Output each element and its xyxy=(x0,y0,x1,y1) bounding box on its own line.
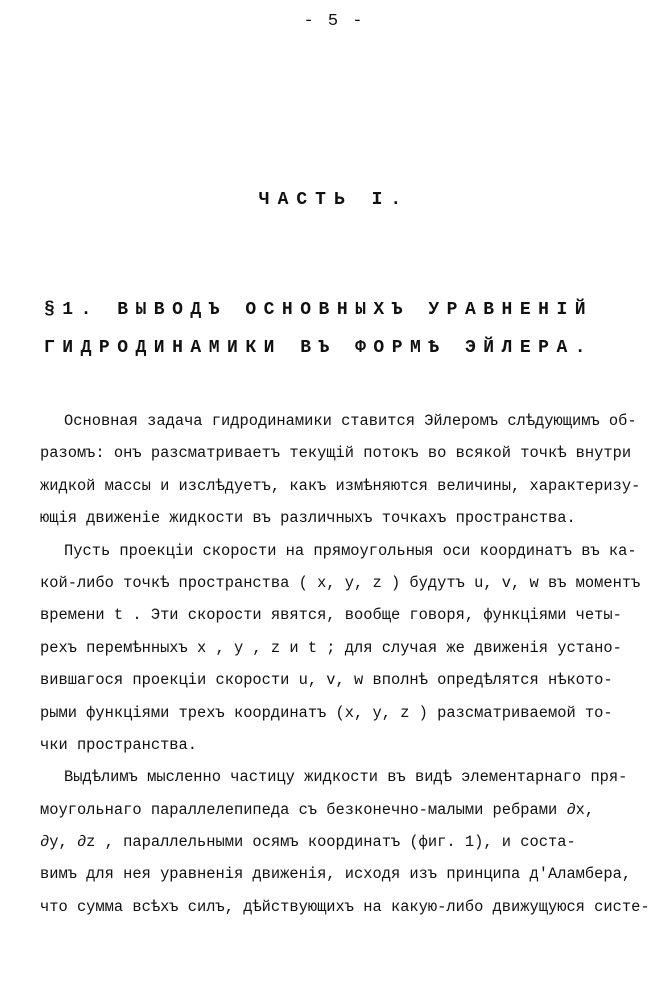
section-title-line-2: ГИДРОДИНАМИКИ ВЪ ФОРМѢ ЭЙЛЕРА. xyxy=(44,338,594,358)
page-number: - 5 - xyxy=(303,12,365,31)
paragraph-2-line-2: кой-либо точкѣ пространства ( x, y, z ) будутъ u, v, w въ моментъ xyxy=(40,573,641,592)
paragraph-2-line-5: вившагося проекціи скорости u, v, w вполнѣ опредѣлятся нѣкото- xyxy=(40,671,613,690)
paragraph-1-line-1: Основная задача гидродинамики ставится Эйлеромъ слѣдующимъ об- xyxy=(64,412,637,430)
paragraph-1-line-4: ющія движеніе жидкости въ различныхъ точкахъ пространства. xyxy=(40,509,576,528)
paragraph-3-line-5: что сумма всѣхъ силъ, дѣйствующихъ на какую-либо движущуюся систе- xyxy=(40,897,650,916)
paragraph-3-line-2: моугольнаго параллелепипеда съ безконечно-малыми ребрами ∂x, xyxy=(40,800,595,819)
section-title-line-1: §1. ВЫВОДЪ ОСНОВНЫХЪ УРАВНЕНІЙ xyxy=(44,300,594,320)
paragraph-1-line-3: жидкой массы и изслѣдуетъ, какъ измѣняются величины, характеризу- xyxy=(40,476,641,495)
body-text xyxy=(40,405,660,923)
paragraph-3-line-1: Выдѣлимъ мысленно частицу жидкости въ видѣ элементарнаго пря- xyxy=(64,768,628,787)
paragraph-2-line-4: рехъ перемѣнныхъ x , y , z и t ; для случая же движенія устано- xyxy=(40,638,622,657)
paragraph-2-line-7: чки пространства. xyxy=(40,735,198,754)
paragraph-1-line-2: разомъ: онъ разсматриваетъ текущій потокъ во всякой точкѣ внутри xyxy=(40,444,632,463)
part-title: ЧАСТЬ I. xyxy=(258,190,410,210)
paragraph-3-line-4: вимъ для нея уравненія движенія, исходя изъ принципа д'Аламбера, xyxy=(40,865,632,884)
paragraph-2-line-6: рыми функціями трехъ координатъ (x, y, z ) разсматриваемой то- xyxy=(40,703,613,722)
paragraph-3-line-3: ∂y, ∂z , параллельными осямъ координатъ (фиг. 1), и соста- xyxy=(40,833,576,852)
paragraph-2-line-3: времени t . Эти скорости явятся, вообще говоря, функціями четы- xyxy=(40,606,622,625)
paragraph-2-line-1: Пусть проекціи скорости на прямоугольныя оси координатъ въ ка- xyxy=(64,541,637,560)
